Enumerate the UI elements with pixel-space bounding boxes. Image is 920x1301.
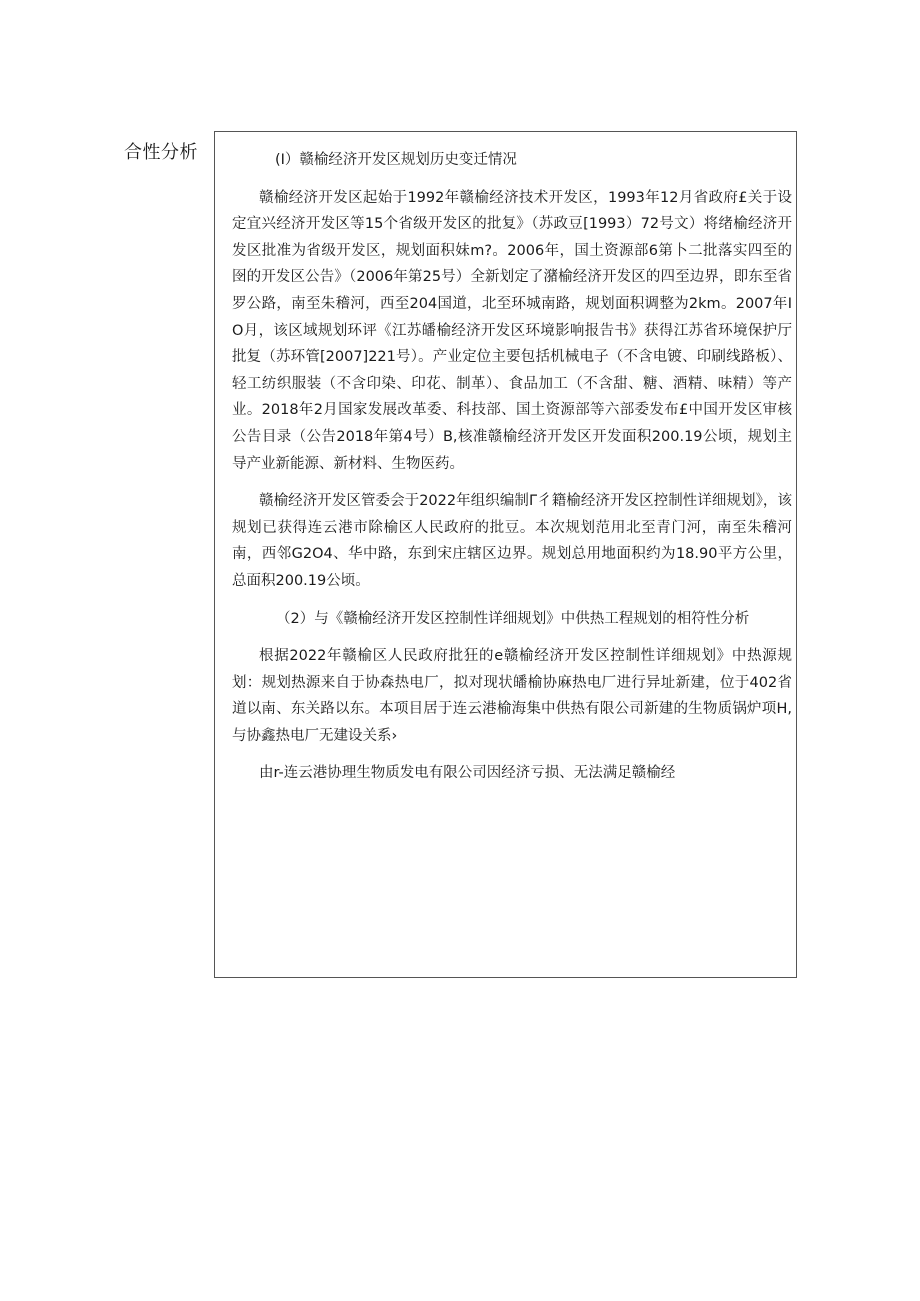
paragraph-history: 赣榆经济开发区起始于1992年赣榆经济技术开发区，1993年12月省政府£关于设定宜兴经济开发区等15个省级开发区的批复》（苏政豆[1993）72号文）将绪榆经济开发区批准为省级开发区，规划面积妹m?。2006年，国土资源部6第卜二批落实四至的囹的开发区公告》（2006年第25号）全新划定了潴榆经济开发区的四至边界，即东至省罗公路，南至朱稽河，西至204国道，北至环城南路，规划面积调整为2km。2007年IO月，该区域规划环评《江苏皤榆经济开发区环境影响报告书》获得江苏省环境保护厅批复（苏环管[2007]221号）。产业定位主要包括机械电子（不含电镀、印刷线路板）、轻工纺织服装（不含印染、印花、制革）、食品加工（不含甜、糖、酒精、味精）等产业。2018年2月国家发展改革委、科技部、国土资源部等六部委发布£中国开发区审核公告目录（公告2018年第4号）B,核准赣榆经济开发区开发面积200.19公顷，规划主导产业新能源、新材料、生物医药。 <box>232 189 792 472</box>
paragraph-heat-source: 根据2022年赣榆区人民政府批狂的e赣榆经济开发区控制性详细规划》中热源规划：规划热源来自于协森热电厂，拟对现状皤榆协麻热电厂进行异址新建，位于402省道以南、东关路以东。本项目居于连云港榆海集中供热有限公司新建的生物质锅炉项H,与协鑫热电厂无建设关系› <box>232 648 792 744</box>
section-side-label: 合性分析 <box>124 142 198 163</box>
document-content-box <box>214 131 797 978</box>
paragraph-truncated: 由r-连云港协理生物质发电有限公司因经济亏损、无法满足赣榆经 <box>259 765 676 782</box>
section-heading-2: （2）与《赣榆经济开发区控制性详细规划》中供热工程规划的相符性分析 <box>276 610 750 627</box>
section-heading-1: (I）赣榆经济开发区规划历史变迁情况 <box>275 152 517 168</box>
paragraph-plan-compilation: 赣榆经济开发区管委会于2022年组织编制Γ彳籍榆经济开发区控制性详细规划》，该规划已获得连云港市除榆区人民政府的批豆。本次规划范用北至青门河，南至朱稽河南，西邻G2O4、华中路，东到宋庄辖区边界。规划总用地面积约为18.90平方公里，总面积200.19公顷。 <box>232 493 792 589</box>
